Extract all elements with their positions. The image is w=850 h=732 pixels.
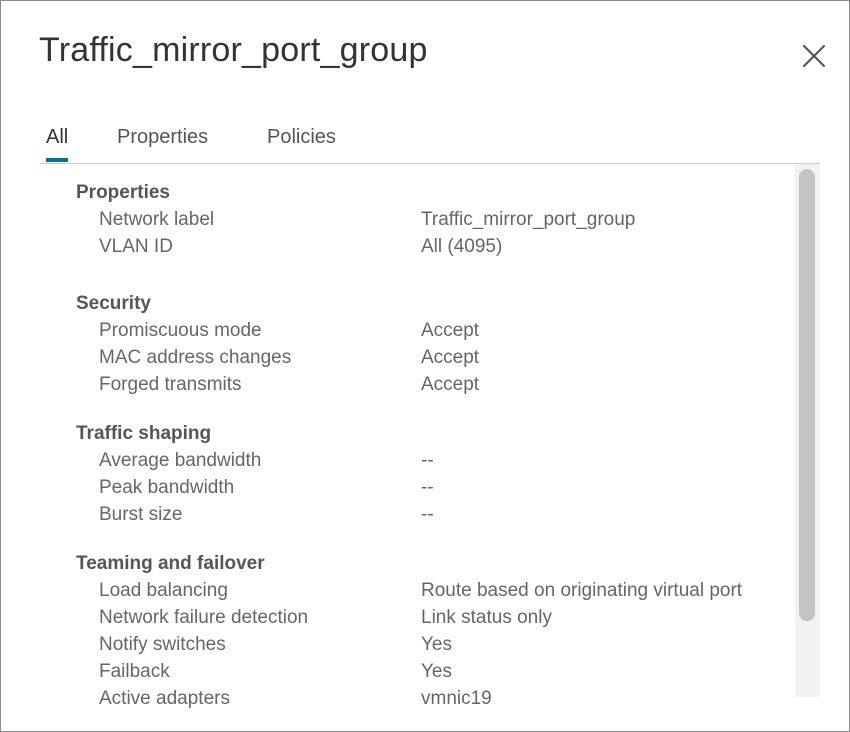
property-row xyxy=(76,447,795,474)
section-title: Traffic shaping xyxy=(76,423,212,444)
property-row xyxy=(76,577,795,604)
row-value: -- xyxy=(421,504,434,525)
row-value: Route based on originating virtual port xyxy=(421,580,743,601)
row-value: Accept xyxy=(421,374,480,395)
row-label: Burst size xyxy=(99,504,183,525)
property-row xyxy=(76,371,795,398)
row-label: Network failure detection xyxy=(99,607,309,628)
property-row xyxy=(76,685,795,712)
row-value: vmnic19 xyxy=(421,688,492,709)
tab-policies[interactable]: Policies xyxy=(267,126,336,148)
section-title: Teaming and failover xyxy=(76,553,265,574)
section-title: Properties xyxy=(76,182,170,203)
scrollbar-thumb[interactable] xyxy=(799,169,815,621)
property-row xyxy=(76,658,795,685)
row-value: -- xyxy=(421,477,434,498)
row-label: Forged transmits xyxy=(99,374,242,395)
row-value: Yes xyxy=(421,634,452,655)
section-teaming-failover xyxy=(76,550,795,712)
property-row xyxy=(76,344,795,371)
row-label: Promiscuous mode xyxy=(99,320,262,341)
details-panel xyxy=(40,164,795,709)
row-value: Link status only xyxy=(421,607,552,628)
close-button[interactable] xyxy=(799,41,829,71)
tab-properties[interactable]: Properties xyxy=(117,126,209,148)
dialog-title: Traffic_mirror_port_group xyxy=(39,31,428,69)
row-value: Traffic_mirror_port_group xyxy=(421,209,636,230)
row-label: Average bandwidth xyxy=(99,450,262,471)
row-label: Network label xyxy=(99,209,215,230)
property-row xyxy=(76,474,795,501)
row-label: Active adapters xyxy=(99,688,230,709)
section-properties xyxy=(76,179,795,260)
row-label: MAC address changes xyxy=(99,347,292,368)
row-label: Peak bandwidth xyxy=(99,477,235,498)
section-title: Security xyxy=(76,293,151,314)
row-value: Yes xyxy=(421,661,452,682)
row-label: Load balancing xyxy=(99,580,228,601)
vertical-scrollbar[interactable] xyxy=(795,164,820,697)
property-row xyxy=(76,233,795,260)
close-icon xyxy=(799,41,829,71)
property-row xyxy=(76,317,795,344)
property-row xyxy=(76,631,795,658)
property-row xyxy=(76,604,795,631)
row-label: VLAN ID xyxy=(99,236,173,257)
tab-bar xyxy=(40,121,820,164)
row-value: Accept xyxy=(421,320,480,341)
row-value: Accept xyxy=(421,347,480,368)
row-value: -- xyxy=(421,450,434,471)
row-label: Notify switches xyxy=(99,634,226,655)
tab-all[interactable]: All xyxy=(46,126,68,161)
section-security xyxy=(76,290,795,398)
section-traffic-shaping xyxy=(76,420,795,528)
row-value: All (4095) xyxy=(421,236,503,257)
property-row xyxy=(76,501,795,528)
property-row xyxy=(76,206,795,233)
row-label: Failback xyxy=(99,661,170,682)
